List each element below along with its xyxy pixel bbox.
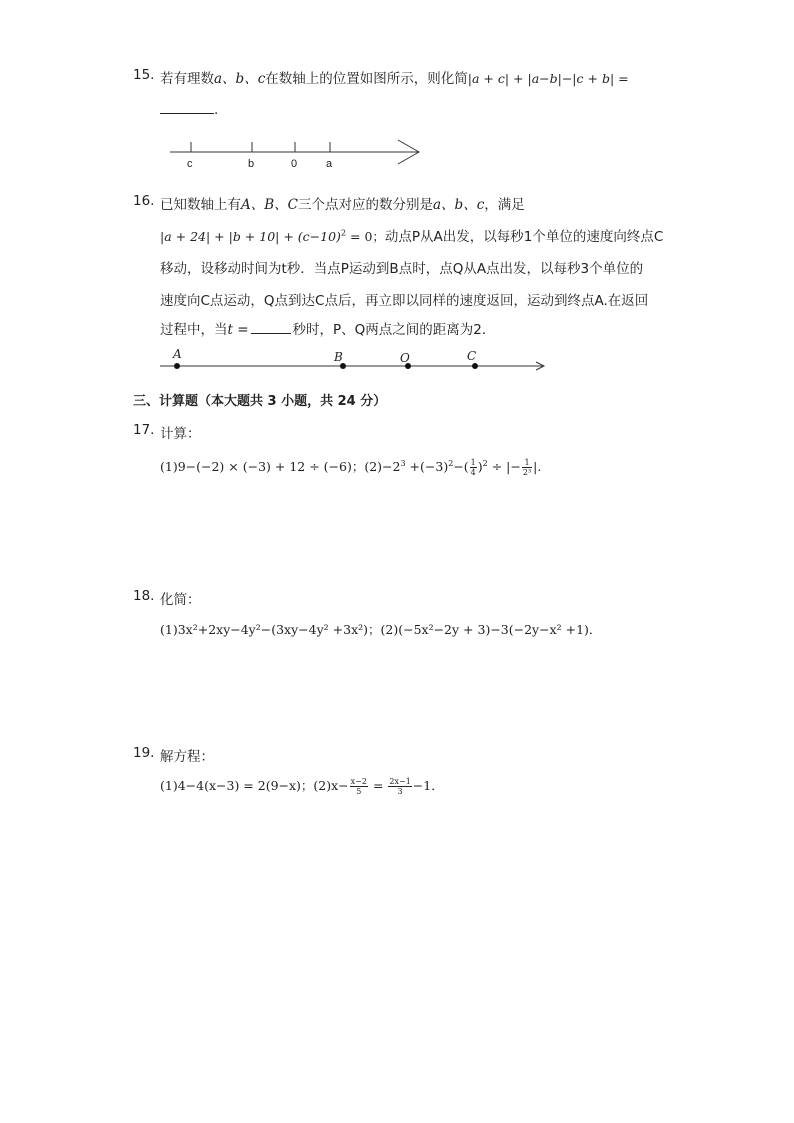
q19-frac1-num: x−2 bbox=[350, 777, 367, 786]
q16-label-B: B bbox=[334, 350, 343, 364]
q15-number-line bbox=[170, 136, 425, 170]
q19-part1: (1)4−4(x−3) = 2(9−x)； bbox=[160, 778, 314, 793]
q16-line5-pre: 过程中，当 bbox=[160, 322, 228, 338]
q15-expr: |a + c| + |a−b|−|c + b| = bbox=[467, 71, 629, 86]
q16-line2 bbox=[160, 225, 663, 245]
q17-fraction-1 bbox=[470, 458, 477, 477]
q17-part2-b: +(−3) bbox=[405, 459, 449, 474]
q16-line1-end: ，满足 bbox=[484, 197, 525, 213]
q15-label-b: b bbox=[248, 158, 255, 170]
q16-line2-text: 动点P从A出发，以每秒1个单位的速度向终点C bbox=[384, 229, 664, 245]
q16-label-A: A bbox=[173, 347, 182, 361]
q19-part2-a: (2)x− bbox=[313, 778, 349, 793]
q19-part2-b: = bbox=[368, 778, 388, 793]
q17-part2-a: (2)−2 bbox=[364, 459, 401, 474]
q19-part2-c: −1． bbox=[412, 778, 444, 793]
q17-part2-d: ) bbox=[477, 459, 483, 474]
q15-text-mid: 在数轴上的位置如图所示，则化简 bbox=[265, 71, 468, 87]
q16-line1-vars: a、b、c bbox=[433, 197, 485, 213]
q16-line3: 移动，设移动时间为t秒．当点P运动到B点时，点Q从A点出发，以每秒3个单位的 bbox=[160, 261, 644, 277]
q15-end: . bbox=[214, 102, 219, 118]
q18-number: 18. bbox=[133, 588, 155, 604]
q15-answer-line bbox=[160, 99, 218, 118]
q17-frac1-num: 1 bbox=[470, 458, 476, 467]
q19-fraction-1 bbox=[350, 777, 368, 796]
q19-number: 19. bbox=[133, 745, 155, 761]
q15-number: 15. bbox=[133, 67, 155, 83]
q16-line2-eq: = 0； bbox=[346, 229, 385, 244]
q17-part2-d-exp: 2 bbox=[482, 458, 488, 468]
q17-label: 计算： bbox=[160, 426, 201, 442]
q17-frac1-den: 4 bbox=[470, 468, 476, 477]
q16-line1-pre: 已知数轴上有 bbox=[160, 197, 241, 213]
q17-part2-b-exp: 2 bbox=[448, 458, 454, 468]
q16-line1 bbox=[160, 193, 525, 213]
q16-line4: 速度向C点运动，Q点到达C点后，再立即以同样的速度返回，运动到终点A.在返回 bbox=[160, 293, 649, 309]
q17-frac2-den: 2³ bbox=[522, 468, 532, 477]
q16-label-C: C bbox=[467, 349, 477, 363]
q15-label-a: a bbox=[326, 158, 333, 170]
q15-vars: a、b、c bbox=[214, 71, 266, 87]
q17-fraction-2 bbox=[522, 458, 532, 477]
q18-label: 化简： bbox=[160, 592, 201, 608]
q17-part2-f: |. bbox=[533, 459, 542, 474]
q19-expr bbox=[160, 776, 444, 796]
q19-fraction-2 bbox=[388, 777, 411, 796]
q16-point-A bbox=[174, 363, 180, 369]
q17-part2-a-exp: 3 bbox=[400, 458, 406, 468]
q17-part2-e: ÷ |− bbox=[487, 459, 521, 474]
q17-expr bbox=[160, 457, 541, 477]
q16-line5 bbox=[160, 318, 495, 338]
q16-number: 16. bbox=[133, 193, 155, 209]
q16-number-line bbox=[160, 346, 550, 374]
q17-part1: (1)9−(−2) × (−3) + 12 ÷ (−6)； bbox=[160, 459, 365, 474]
q16-label-O: O bbox=[400, 351, 410, 365]
q19-frac2-den: 3 bbox=[397, 787, 403, 796]
q15-label-0: 0 bbox=[291, 158, 298, 170]
q17-number: 17. bbox=[133, 422, 155, 438]
q16-answer-blank[interactable] bbox=[251, 319, 291, 334]
section3-title: 三、计算题（本大题共 3 小题，共 24 分） bbox=[133, 394, 387, 409]
q16-line1-points: A、B、C bbox=[241, 197, 298, 213]
q16-point-C bbox=[472, 363, 478, 369]
q19-label: 解方程： bbox=[160, 749, 214, 765]
q17-part2-c: −( bbox=[453, 459, 469, 474]
q15-answer-blank[interactable] bbox=[160, 99, 214, 114]
q15-line1 bbox=[160, 67, 629, 87]
q16-line5-post: 秒时，P、Q两点之间的距离为2． bbox=[292, 322, 496, 338]
q16-line2-expr: |a + 24| + |b + 10| + (c−10) bbox=[160, 229, 341, 244]
q19-frac2-num: 2x−1 bbox=[389, 777, 411, 786]
q17-frac2-num: 1 bbox=[522, 458, 532, 468]
q18-expr: (1)3x²+2xy−4y²−(3xy−4y² +3x²)；(2)(−5x²−2y + 3)−3(−2y−x² +1)． bbox=[160, 622, 602, 637]
q16-line2-square: 2 bbox=[340, 228, 347, 238]
q15-label-c: c bbox=[187, 158, 193, 170]
q16-line1-mid: 三个点对应的数分别是 bbox=[298, 197, 433, 213]
q19-frac1-den: 5 bbox=[356, 787, 362, 796]
q15-text-pre: 若有理数 bbox=[160, 71, 214, 87]
q16-line5-t: t = bbox=[227, 322, 249, 338]
